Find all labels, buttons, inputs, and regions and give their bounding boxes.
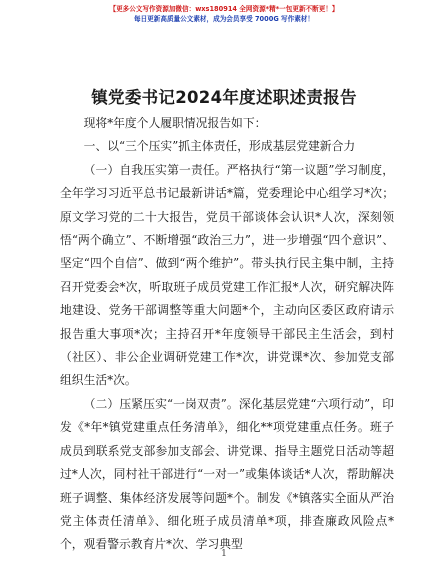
body-paragraph-1: （一）自我压实第一责任。严格执行“第一议题”学习制度，全年学习习近平总书记最新讲话*篇，党委理论中心组学习*次；原文学习党的二十大报告，党员干部谈体会认识*人次，深刻领悟“两个确立”、不断增强“政治三力”，进一步增强“四个意识”、坚定“四个自信”、做到“两个维护”。带头执行民主集中制，主持召开党委会*次，听取班子成员党建工作汇报*人次，研究解决阵地建设、党务干部调整等重大问题*个，主动向区委区政府请示报告重大事项*次；主持召开*年度领导干部民主生活会，到村（社区）、非公企业调研党建工作*次，讲党课*次、参加党支部组织生活*次。 — [60, 162, 394, 388]
banner-line-2: 每日更新高质量公文素材，成为会员享受 7000G 写作素材！ — [133, 15, 314, 23]
intro-paragraph: 现将*年度个人履职情况报告如下： — [83, 116, 267, 130]
document-title: 镇党委书记2024年度述职述责报告 — [91, 88, 357, 107]
banner-line-1: 【更多公文写作资源加微信：wxs180914 全网资源*精*一包更新不断更！】 — [109, 5, 339, 13]
document-body — [60, 112, 394, 557]
section-heading: 一、以“三个压实”抓主体责任，形成基层党建新合力 — [83, 139, 356, 154]
promo-banner — [0, 4, 448, 24]
body-paragraph-2: （二）压紧压实“一岗双责”。深化基层党建“六项行动”，印发《*年*镇党建重点任务清单》，细化**项党建重点任务。班子成员到联系党支部参加支部会、讲党课、指导主题党日活动等超过*人次，同村社干部进行“一对一”或集体谈话*人次，帮助解决班子调整、集体经济发展等问题*个。制发《*镇落实全面从严治党主体责任清单》、细化班子成员清单*项，排查廉政风险点*个，观看警示教育片*次、学习典型 — [60, 396, 394, 552]
page-number: 1 — [221, 549, 227, 559]
